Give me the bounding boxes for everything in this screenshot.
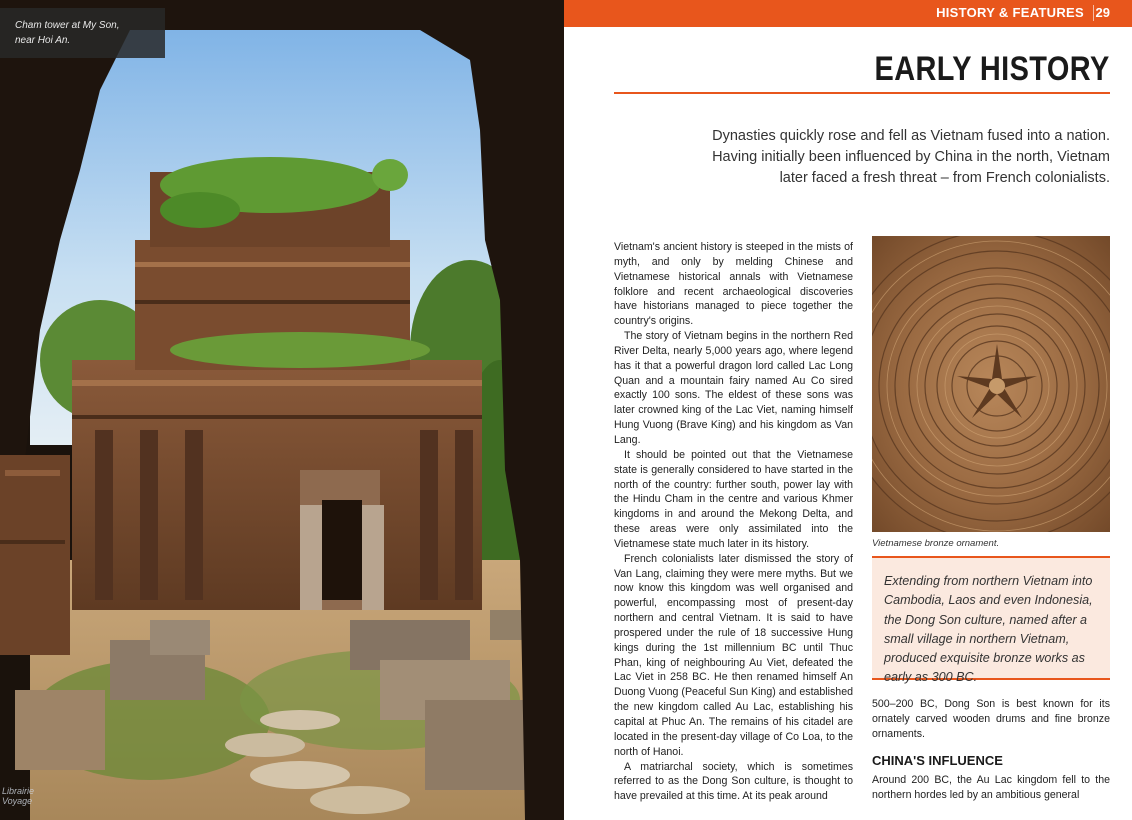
photo-caption-line2: near Hoi An. bbox=[15, 35, 71, 46]
text-page bbox=[564, 0, 1132, 820]
intro-text: Dynasties quickly rose and fell as Vietnam fused into a nation. Having initially been influenced by China in the north, Vietnam later faced a fresh threat – from French colonialists. bbox=[712, 128, 1110, 186]
body-column bbox=[614, 240, 853, 804]
body-paragraph: It should be pointed out that the Vietnamese state is generally considered to have started in the north of the country: further south, power lay with the Hindu Cham in the centre and various Khmer kingdoms in and around the Mekong Delta, and these areas were only assimilated into the Vietnamese state much later in its history. bbox=[614, 448, 853, 550]
photo-page bbox=[0, 0, 564, 820]
photo-caption bbox=[0, 8, 165, 58]
header-separator bbox=[1093, 5, 1094, 21]
header-section-title: HISTORY & FEATURES bbox=[936, 5, 1084, 20]
bronze-ornament-image bbox=[872, 236, 1110, 532]
image-caption: Vietnamese bronze ornament. bbox=[872, 538, 1000, 549]
body-paragraph-col2-b: Around 200 BC, the Au Lac kingdom fell to the northern hordes led by an ambitious general bbox=[872, 774, 1110, 801]
temple-photo bbox=[0, 0, 564, 820]
section-subheading: CHINA'S INFLUENCE bbox=[872, 753, 1003, 768]
body-paragraph: French colonialists later dismissed the story of Van Lang, claiming they were mere myths. But we now know this kingdom was well organised and powerful, encompassing most of present-day northern and central Vietnam. It is said to have prospered under the rule of 18 successive Hung kings during the 1st millennium BC until Thuc Phan, king of neighbouring Au Viet, defeated the Lac Viet in 258 BC. He then renamed himself An Duong Vuong (Peaceful Sun King) and established the new kingdom called Au Lac, establishing his capital at Phuc An. The remains of his citadel are located in the present-day village of Co Loa, to the north of Hanoi. bbox=[614, 552, 853, 758]
body-paragraph: Vietnam's ancient history is steeped in the mists of myth, and only by melding Chinese and Vietnamese historical annals with Vietnamese folklore and recent archaeological discoveries have historians managed to piece together the country's origins. bbox=[614, 241, 853, 328]
page-number: 29 bbox=[1095, 5, 1110, 20]
pull-quote: Extending from northern Vietnam into Cambodia, Laos and even Indonesia, the Dong Son culture, named after a small village in northern Vietnam, produced exquisite bronze works as early as 300 BC. bbox=[872, 556, 1110, 680]
body-paragraph: A matriarchal society, which is sometimes referred to as the Dong Son culture, is thought to have prevailed at this time. At its peak around bbox=[614, 760, 853, 803]
photo-caption-line1: Cham tower at My Son, bbox=[15, 20, 120, 31]
watermark-logo: Librairie Voyage bbox=[2, 786, 35, 806]
body-paragraph-col2: 500–200 BC, Dong Son is best known for its ornately carved wooden drums and fine bronze ornaments. bbox=[872, 698, 1110, 740]
page-title: EARLY HISTORY bbox=[874, 50, 1110, 88]
title-rule bbox=[614, 92, 1110, 94]
body-paragraph: The story of Vietnam begins in the northern Red River Delta, nearly 5,000 years ago, where legend has it that a powerful dragon lord called Lac Long Quan and a mountain fairy named Au Co sired exactly 100 sons. The eldest of these sons was later crowned king of the Lac Viet, naming himself Hung Vuong (Brave King) and his kingdom as Van Lang. bbox=[614, 330, 853, 446]
header-bar bbox=[564, 0, 1132, 27]
